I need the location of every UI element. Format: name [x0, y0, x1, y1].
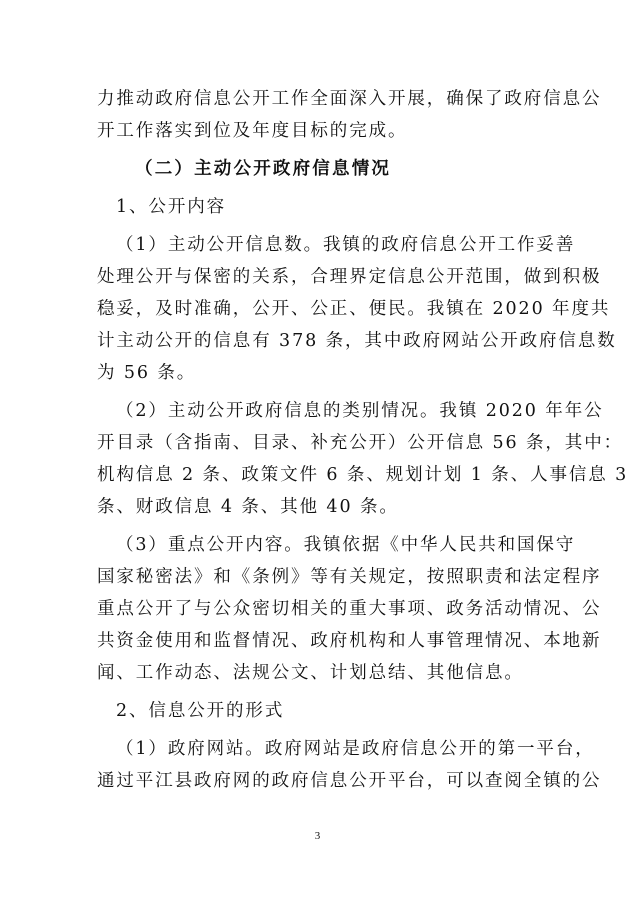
paragraph-item-2 — [97, 395, 629, 523]
paragraph-government-website — [97, 733, 602, 797]
text-line: （1）主动公开信息数。我镇的政府信息公开工作妥善 — [116, 235, 576, 255]
paragraph-item-3 — [97, 529, 602, 689]
text-line: 闻、工作动态、法规公文、计划总结、其他信息。 — [97, 663, 524, 683]
page-number: 3 — [314, 830, 321, 842]
section-heading — [97, 153, 545, 185]
subheading-disclosure-forms — [97, 695, 545, 727]
text-line: （2）主动公开政府信息的类别情况。我镇 2020 年年公 — [116, 401, 604, 421]
text-line: 共资金使用和监督情况、政府机构和人事管理情况、本地新 — [97, 631, 602, 651]
subheading-text: 2、信息公开的形式 — [116, 701, 285, 721]
text-line: 力推动政府信息公开工作全面深入开展，确保了政府信息公 — [97, 89, 602, 109]
text-line: 稳妥，及时准确，公开、公正、便民。我镇在 2020 年度共 — [97, 299, 611, 319]
document-body — [97, 83, 629, 797]
subheading-text: 1、公开内容 — [116, 197, 227, 217]
subheading-public-content — [97, 191, 545, 223]
text-line: 条、财政信息 4 条、其他 40 条。 — [97, 497, 399, 517]
text-line: 通过平江县政府网的政府信息公开平台，可以查阅全镇的公 — [97, 771, 602, 791]
text-line: 计主动公开的信息有 378 条，其中政府网站公开政府信息数 — [97, 331, 617, 351]
text-line: 开工作落实到位及年度目标的完成。 — [97, 121, 408, 141]
text-line: 为 56 条。 — [97, 363, 197, 383]
section-heading-text: （二）主动公开政府信息情况 — [135, 159, 392, 179]
text-line: 机构信息 2 条、政策文件 6 条、规划计划 1 条、人事信息 3 — [97, 465, 629, 485]
text-line: （1）政府网站。政府网站是政府信息公开的第一平台， — [116, 739, 595, 759]
text-line: （3）重点公开内容。我镇依据《中华人民共和国保守 — [116, 535, 576, 555]
text-line: 开目录（含指南、目录、补充公开）公开信息 56 条，其中： — [97, 433, 623, 453]
paragraph-intro-continuation — [97, 83, 602, 147]
text-line: 处理公开与保密的关系，合理界定信息公开范围，做到积极 — [97, 267, 602, 287]
paragraph-item-1 — [97, 229, 617, 389]
text-line: 重点公开了与公众密切相关的重大事项、政务活动情况、公 — [97, 599, 602, 619]
text-line: 国家秘密法》和《条例》等有关规定，按照职责和法定程序 — [97, 567, 602, 587]
